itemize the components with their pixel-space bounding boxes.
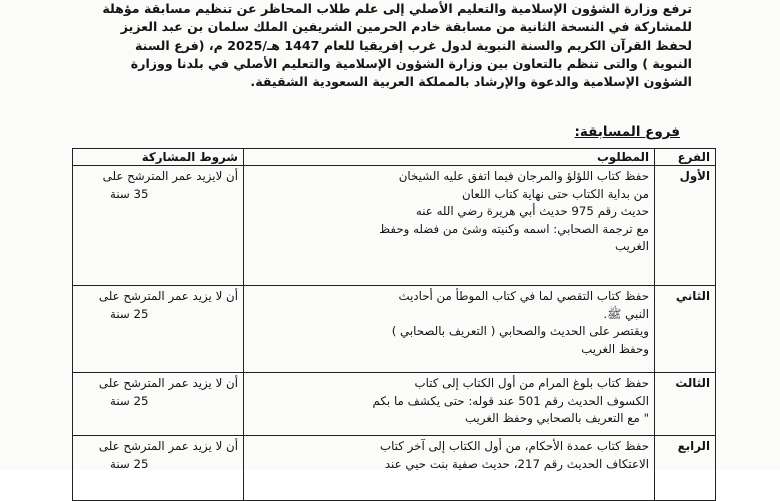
requirement-line: وحفظ الغريب	[581, 341, 649, 356]
requirement-cell	[244, 166, 655, 286]
intro-line: النبوية ) والتى تنظم بالتعاون بين وزارة الشؤون الإسلامية والتعليم الأصلي في بلدنا ووزارة	[130, 55, 692, 71]
branch-name: الأول	[655, 166, 716, 286]
requirement-line: مع ترجمة الصحابي: اسمه وكنيته وشئ من فضله وحفظ	[379, 221, 649, 236]
requirement-line: الاعتكاف الحديث رقم 217، حديث صفية بنت حيي عند	[384, 456, 649, 471]
requirement-cell	[244, 436, 655, 501]
age-limit: 25 سنة	[110, 456, 149, 471]
requirement-cell	[244, 373, 655, 436]
requirement-line: حفظ كتاب اللؤلؤ والمرجان فيما اتفق عليه الشيخان	[398, 169, 649, 183]
table-row	[73, 166, 716, 286]
table-header-row	[73, 149, 716, 166]
condition-text: أن لا يزيد عمر المترشح على	[98, 289, 238, 303]
condition-text: أن لا يزيد عمر المترشح على	[98, 376, 238, 390]
intro-line: ترفع وزارة الشؤون الإسلامية والتعليم الأصلي إلى علم طلاب المحاظر عن تنظيم مسابقة مؤهلة	[102, 1, 692, 16]
condition-text: أن لا يزيد عمر المترشح على	[98, 439, 238, 453]
age-limit: 25 سنة	[110, 306, 149, 321]
condition-cell	[73, 166, 244, 286]
requirement-line: الكسوف الحديث رقم 501 عند قوله: حتى يكشف ما بكم	[372, 393, 649, 408]
table-row	[73, 436, 716, 501]
condition-cell	[73, 373, 244, 436]
intro-line: لحفظ القرآن الكريم والسنة النبوية لدول غرب إفريقيا للعام 1447 هـ/2025 م، (فرع السنة	[135, 37, 692, 53]
header-requirement: المطلوب	[244, 149, 655, 166]
condition-text: أن لايزيد عمر المترشح على	[102, 169, 238, 183]
age-limit: 35 سنة	[110, 186, 149, 201]
competition-branches-table	[72, 148, 716, 501]
requirement-line: حفظ كتاب بلوغ المرام من أول الكتاب إلى كتاب	[414, 376, 649, 390]
branch-name: الثاني	[655, 286, 716, 373]
intro-line: الشؤون الإسلامية والدعوة والإرشاد بالمملكة العربية السعودية الشقيقة.	[250, 74, 692, 90]
condition-cell	[73, 436, 244, 501]
requirement-line: حفظ كتاب عمدة الأحكام، من أول الكتاب إلى آخر كتاب	[380, 439, 649, 453]
header-branch: الفرع	[655, 149, 716, 166]
branch-name: الثالث	[655, 373, 716, 436]
requirement-line: " مع التعريف بالصحابي وحفظ الغريب	[464, 411, 649, 425]
branch-name: الرابع	[655, 436, 716, 501]
table-row	[73, 286, 716, 373]
requirement-line: حفظ كتاب التقصي لما في كتاب الموطأ من أحاديث	[398, 289, 649, 303]
age-limit: 25 سنة	[110, 393, 149, 408]
branches-heading: فروع المسابقة:	[574, 124, 680, 140]
requirement-line: حديث رقم 975 حديث أبي هريرة رضي الله عنه	[415, 204, 649, 218]
condition-cell	[73, 286, 244, 373]
requirement-line: النبي ﷺ.	[603, 306, 649, 321]
intro-paragraph	[62, 0, 692, 91]
header-conditions: شروط المشاركة	[73, 149, 244, 166]
table-row	[73, 373, 716, 436]
intro-line: للمشاركة في النسخة الثانية من مسابقة خادم الحرمين الشريفين الملك سلمان بن عبد العزيز	[120, 19, 692, 35]
requirement-line: الغريب	[615, 239, 649, 253]
requirement-line: من بداية الكتاب حتى نهاية كتاب اللعان	[461, 186, 649, 201]
requirement-line: ويقتصر على الحديث والصحابي ( التعريف بالصحابي )	[391, 324, 649, 338]
requirement-cell	[244, 286, 655, 373]
